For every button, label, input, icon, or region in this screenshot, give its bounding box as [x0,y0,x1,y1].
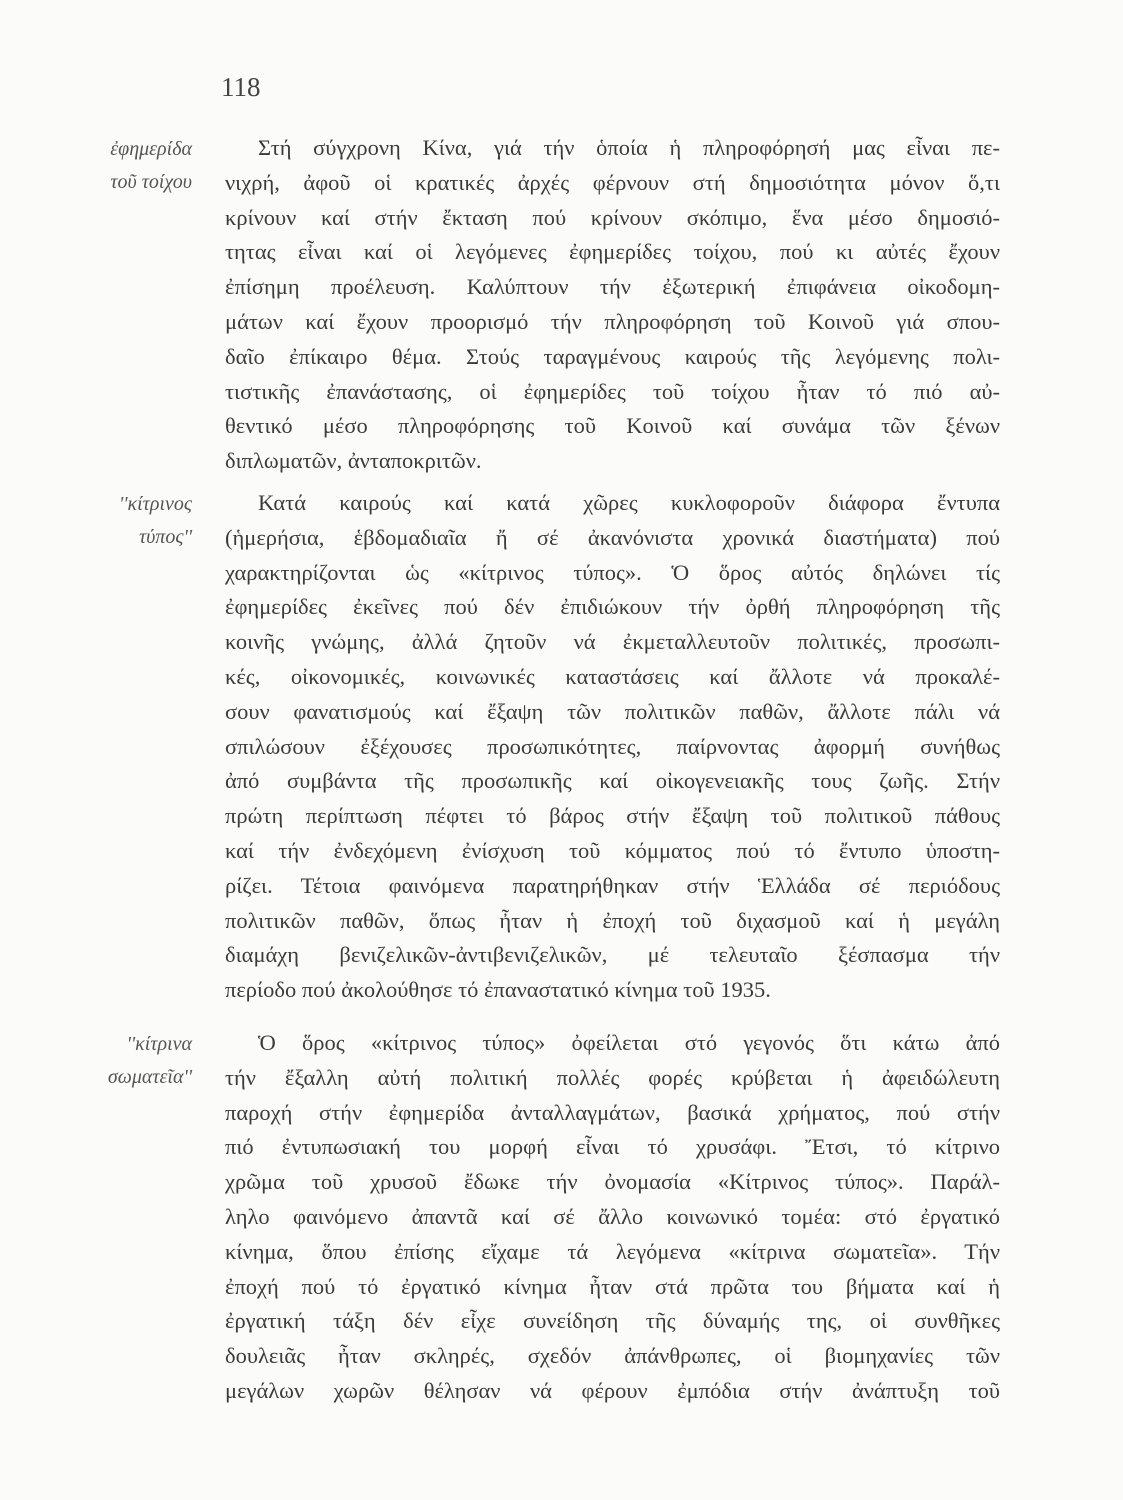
text-line: καί τήν ἐνδεχόμενη ἐνίσχυση τοῦ κόμματος πού τό ἔντυπο ὑποστη- [225,837,1000,863]
text-line: πολιτικῶν παθῶν, ὅπως ἦταν ἡ ἐποχή τοῦ διχασμοῦ καί ἡ μεγάλη [225,907,1000,933]
text-line: ἐφημερίδες ἐκεῖνες πού δέν ἐπιδιώκουν τήν ὀρθή πληροφόρηση τῆς [225,594,1000,620]
text-line: νιχρή, ἀφοῦ οἱ κρατικές ἀρχές φέρνουν στή δημοσιότητα μόνον ὅ,τι [225,169,1000,195]
paragraph-yellow-unions [225,1026,1000,1409]
margin-note-line: ''κίτρινος [118,493,192,515]
text-line: διαμάχη βενιζελικῶν-ἀντιβενιζελικῶν, μέ τελευταῖο ξέσπασμα τήν [225,942,1000,968]
text-line: ἐργατική τάξη δέν εἶχε συνείδηση τῆς δύναμής της, οἱ συνθῆκες [225,1308,1000,1334]
text-line: δαῖο ἐπίκαιρο θέμα. Στούς ταραγμένους καιρούς τῆς λεγόμενης πολι- [225,343,1000,369]
text-line: ἀπό συμβάντα τῆς προσωπικῆς καί οἰκογενειακῆς τους ζωῆς. Στήν [225,768,1000,794]
text-line: (ἡμερήσια, ἑβδομαδιαῖα ἤ σέ ἀκανόνιστα χρονικά διαστήματα) πού [225,524,1000,550]
text-line: κίνημα, ὅπου ἐπίσης εἴχαμε τά λεγόμενα «κίτρινα σωματεῖα». Τήν [225,1238,1000,1264]
text-line: περίοδο πού ἀκολούθησε τό ἐπαναστατικό κίνημα τοῦ 1935. [225,977,771,1003]
text-line: τήν ἔξαλλη αὐτή πολιτική πολλές φορές κρύβεται ἡ ἀφειδώλευτη [225,1064,1000,1090]
paragraph-yellow-press [225,486,1000,1008]
text-line: Στή σύγχρονη Κίνα, γιά τήν ὁποία ἡ πληροφόρησή μας εἶναι πε- [258,135,1000,160]
text-line: πρώτη περίπτωση πέφτει τό βάρος στήν ἔξαψη τοῦ πολιτικοῦ πάθους [225,803,1000,829]
text-line: παροχή στήν ἐφημερίδα ἀνταλλαγμάτων, βασικά χρήματος, πού στήν [225,1099,1000,1125]
margin-note-line: σωματεῖα'' [107,1066,192,1088]
text-line: ἐπίσημη προέλευση. Καλύπτουν τήν ἐξωτερική ἐπιφάνεια οἰκοδομη- [225,274,1000,300]
margin-note-line: ἐφημερίδα [110,138,192,160]
text-line: χαρακτηρίζονται ὡς «κίτρινος τύπος». Ὁ ὅρος αὐτός δηλώνει τίς [225,559,1000,585]
text-line: σπιλώσουν ἐξέχουσες προσωπικότητες, παίρνοντας ἀφορμή συνήθως [225,733,1000,759]
text-line: θεντικό μέσο πληροφόρησης τοῦ Κοινοῦ καί συνάμα τῶν ξένων [225,413,1000,439]
text-line: ρίζει. Τέτοια φαινόμενα παρατηρήθηκαν στήν Ἑλλάδα σέ περιόδους [225,872,1000,898]
text-line: τητας εἶναι καί οἱ λεγόμενες ἐφημερίδες τοίχου, πού κι αὐτές ἔχουν [225,239,1000,265]
text-line: ληλο φαινόμενο ἀπαντᾶ καί σέ ἄλλο κοινωνικό τομέα: στό ἐργατικό [225,1203,1000,1229]
margin-note-line: τοῦ τοίχου [110,171,192,193]
text-line: ἐποχή πού τό ἐργατικό κίνημα ἦταν στά πρῶτα του βήματα καί ἡ [225,1273,1000,1299]
text-line: μεγάλων χωρῶν θέλησαν νά φέρουν ἐμπόδια στήν ἀνάπτυξη τοῦ [225,1377,1000,1403]
paragraph-wall-newspapers [225,131,1000,479]
margin-note-yellow-unions [52,1028,192,1094]
text-line: χρῶμα τοῦ χρυσοῦ ἔδωκε τήν ὀνομασία «Κίτρινος τύπος». Παράλ- [225,1169,1000,1195]
text-line: διπλωματῶν, ἀνταποκριτῶν. [225,448,482,474]
text-line: Ὁ ὅρος «κίτρινος τύπος» ὀφείλεται στό γεγονός ὅτι κάτω ἀπό [258,1030,1000,1055]
text-line: δουλειᾶς ἦταν σκληρές, σχεδόν ἀπάνθρωπες, οἱ βιομηχανίες τῶν [225,1343,1000,1369]
page-number: 118 [221,72,261,102]
text-line: Κατά καιρούς καί κατά χῶρες κυκλοφοροῦν διάφορα ἔντυπα [258,490,1000,515]
margin-note-wall-newspaper [52,133,192,199]
text-line: κοινῆς γνώμης, ἀλλά ζητοῦν νά ἐκμεταλλευτοῦν πολιτικές, προσωπι- [225,629,1000,655]
text-line: τιστικῆς ἐπανάστασης, οἱ ἐφημερίδες τοῦ τοίχου ἦταν τό πιό αὐ- [225,378,1000,404]
text-line: σουν φανατισμούς καί ἔξαψη τῶν πολιτικῶν παθῶν, ἄλλοτε πάλι νά [225,698,1000,724]
margin-note-yellow-press [52,488,192,554]
text-line: πιό ἐντυπωσιακή του μορφή εἶναι τό χρυσάφι. Ἔτσι, τό κίτρινο [225,1134,1000,1160]
text-line: μάτων καί ἔχουν προορισμό τήν πληροφόρηση τοῦ Κοινοῦ γιά σπου- [225,308,1000,334]
margin-note-line: τύπος'' [138,526,192,548]
margin-note-line: ''κίτρινα [126,1033,192,1055]
text-line: κρίνουν καί στήν ἔκταση πού κρίνουν σκόπιμο, ἕνα μέσο δημοσιό- [225,204,1000,230]
text-line: κές, οἰκονομικές, κοινωνικές καταστάσεις καί ἄλλοτε νά προκαλέ- [225,663,1000,689]
